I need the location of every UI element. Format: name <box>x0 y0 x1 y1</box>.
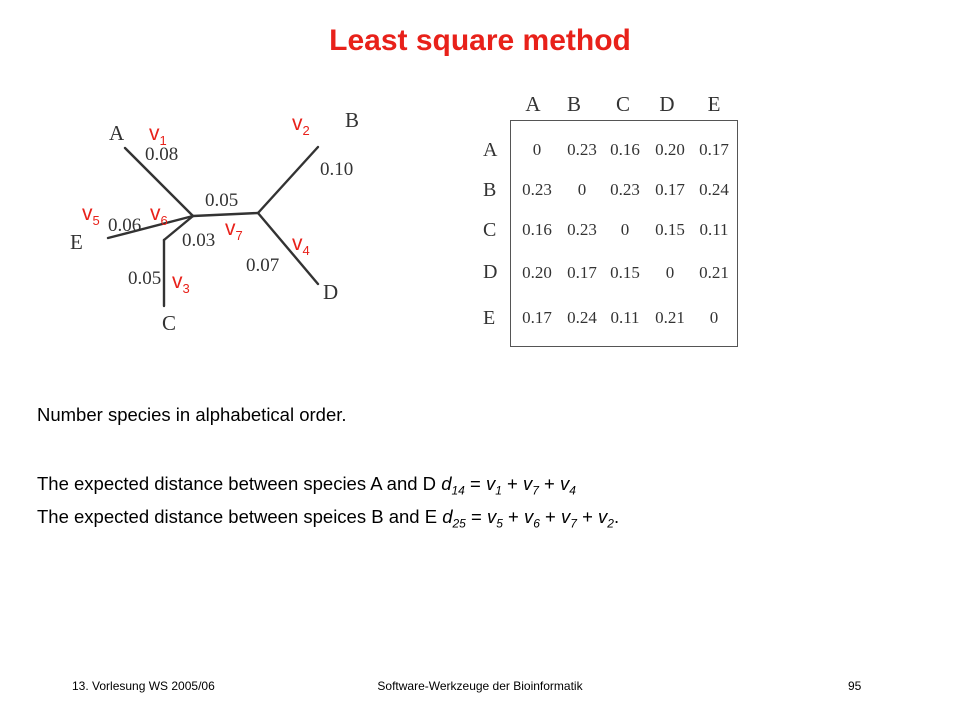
matrix-col-header-b: B <box>566 92 581 116</box>
edge-length-d: 0.07 <box>246 255 280 276</box>
edge-length-internal: 0.05 <box>205 190 239 211</box>
leaf-label-b: B <box>345 108 360 132</box>
matrix-cell: 0.23 <box>567 140 597 159</box>
matrix-cell: 0.24 <box>567 308 597 327</box>
matrix-cell: 0 <box>620 220 630 239</box>
matrix-cell: 0.21 <box>699 263 729 282</box>
matrix-cell: 0.16 <box>522 220 552 239</box>
matrix-cell: 0.23 <box>610 180 640 199</box>
leaf-label-a: A <box>109 121 125 145</box>
edge-length-c: 0.05 <box>128 268 162 289</box>
edge-internal <box>193 213 258 216</box>
footer-lecture: 13. Vorlesung WS 2005/06 <box>72 679 215 693</box>
footer-page-number: 95 <box>848 679 862 693</box>
matrix-cell: 0.23 <box>567 220 597 239</box>
branch-label-v6: $v_6$ <box>150 202 168 228</box>
matrix-cell: 0.17 <box>655 180 685 199</box>
branch-label-v7: $v_7$ <box>225 217 243 243</box>
body-line-alphabetical: Number species in alphabetical order. <box>37 404 347 425</box>
edge-b <box>258 147 318 213</box>
matrix-cell: 0.21 <box>655 308 685 327</box>
matrix-cell: 0.11 <box>699 220 729 239</box>
matrix-col-header-e: E <box>707 92 721 116</box>
matrix-row-header-a: A <box>483 139 498 161</box>
branch-label-v2: $v_2$ <box>292 112 310 138</box>
edge-length-e: 0.06 <box>108 215 142 236</box>
matrix-cell: 0.15 <box>610 263 640 282</box>
matrix-cell: 0 <box>577 180 587 199</box>
body-line-distance-ad: The expected distance between species A and D $d_{14} = v_1 + v_7 + v_4$ <box>37 473 576 498</box>
edge-length-a: 0.08 <box>145 144 179 165</box>
matrix-cell: 0.23 <box>522 180 552 199</box>
branch-label-v5: $v_5$ <box>82 202 100 228</box>
matrix-cell: 0.20 <box>655 140 685 159</box>
matrix-col-header-c: C <box>615 92 630 116</box>
matrix-row-header-b: B <box>483 179 497 201</box>
matrix-cell: 0.17 <box>567 263 597 282</box>
leaf-label-e: E <box>70 230 83 254</box>
matrix-cell: 0.17 <box>522 308 552 327</box>
leaf-label-d: D <box>323 280 339 304</box>
footer-course: Software-Werkzeuge der Bioinformatik <box>377 679 583 693</box>
matrix-cell: 0.15 <box>655 220 685 239</box>
matrix-row-header-c: C <box>483 219 497 241</box>
matrix-cell: 0.17 <box>699 140 729 159</box>
matrix-row-header-e: E <box>483 307 496 329</box>
matrix-cell: 0.11 <box>610 308 640 327</box>
leaf-label-c: C <box>162 311 177 335</box>
matrix-cell: 0.20 <box>522 263 552 282</box>
slide-title: Least square method <box>329 24 631 57</box>
edge-length-b: 0.10 <box>320 159 354 180</box>
edge-length-c-upper: 0.03 <box>182 230 216 251</box>
branch-label-v3: $v_3$ <box>172 270 190 296</box>
matrix-row-header-d: D <box>483 261 498 283</box>
matrix-cell: 0 <box>532 140 542 159</box>
matrix-col-header-a: A <box>525 92 541 116</box>
body-line-distance-be: The expected distance between speices B and E $d_{25} = v_5 + v_6 + v_7 + v_2$. <box>37 506 620 531</box>
phylogenetic-tree <box>0 0 420 360</box>
branch-label-v1: $v_1$ <box>149 122 167 148</box>
matrix-cell: 0 <box>709 308 719 327</box>
matrix-cell: 0.24 <box>699 180 729 199</box>
branch-label-v4: $v_4$ <box>292 232 310 258</box>
matrix-col-header-d: D <box>659 92 675 116</box>
matrix-cell: 0 <box>665 263 675 282</box>
matrix-cell: 0.16 <box>610 140 640 159</box>
